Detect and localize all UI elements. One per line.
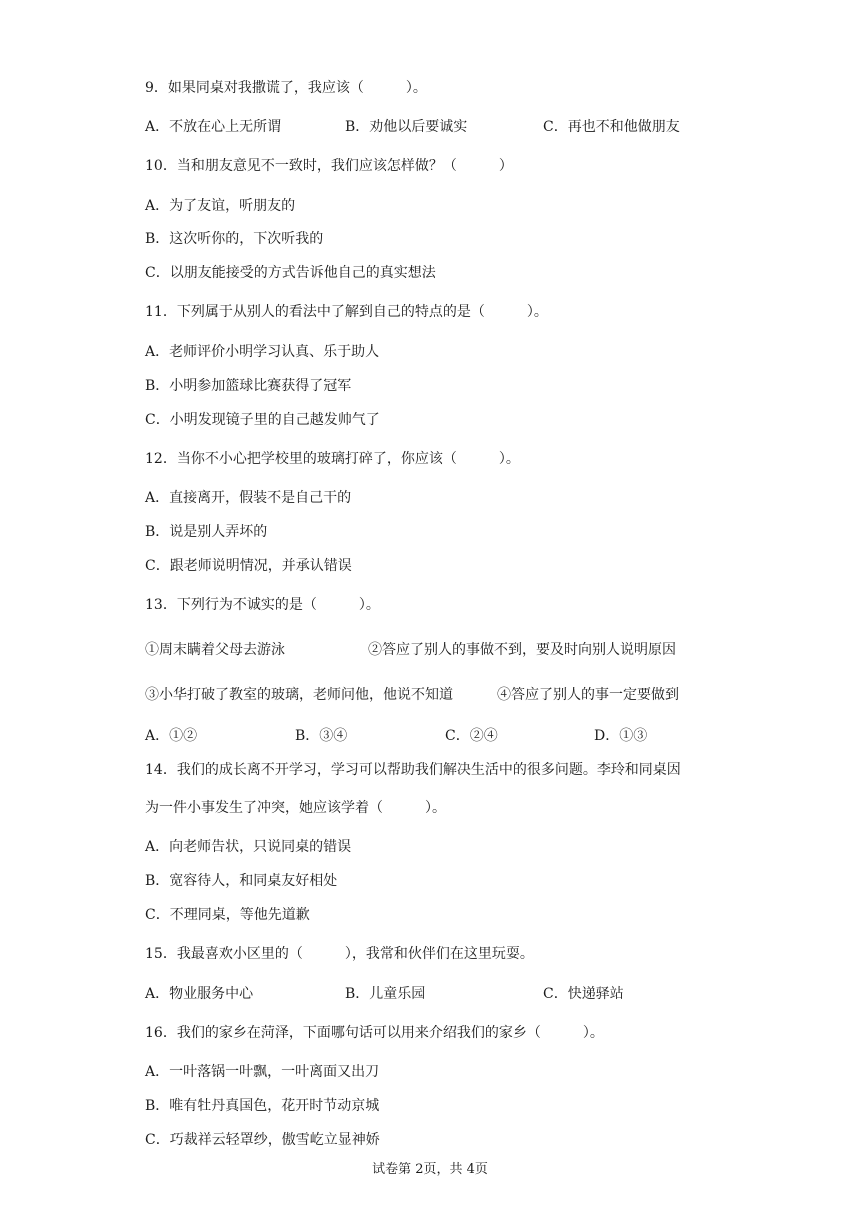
- question-14-stem-line-1: 14．我们的成长离不开学习，学习可以帮助我们解决生活中的很多问题。李玲和同桌因: [145, 762, 681, 778]
- question-9-option-b: B．劝他以后要诚实: [345, 119, 468, 135]
- question-11-option-a: A．老师评价小明学习认真、乐于助人: [145, 344, 380, 360]
- question-12-option-c: C．跟老师说明情况，并承认错误: [145, 558, 352, 574]
- question-11-option-c: C．小明发现镜子里的自己越发帅气了: [145, 412, 380, 428]
- question-14-stem-line-2: 为一件小事发生了冲突，她应该学着（ ）。: [145, 800, 446, 816]
- question-15-stem: 15．我最喜欢小区里的（ ），我常和伙伴们在这里玩耍。: [145, 946, 534, 962]
- question-12-stem: 12．当你不小心把学校里的玻璃打碎了，你应该（ ）。: [145, 451, 520, 467]
- question-13-item-2: ②答应了别人的事做不到，要及时向别人说明原因: [368, 642, 676, 658]
- question-16-option-b: B．唯有牡丹真国色，花开时节动京城: [145, 1098, 380, 1114]
- question-15-option-a: A．物业服务中心: [145, 986, 254, 1002]
- question-13-item-1: ①周末瞒着父母去游泳: [145, 642, 285, 658]
- question-15-option-b: B．儿童乐园: [345, 986, 426, 1002]
- question-14-option-a: A．向老师告状，只说同桌的错误: [145, 839, 352, 855]
- question-10-option-b: B．这次听你的，下次听我的: [145, 231, 324, 247]
- question-9-option-c: C．再也不和他做朋友: [543, 119, 680, 135]
- question-13-option-b: B．③④: [295, 728, 348, 744]
- question-13-option-a: A．①②: [145, 728, 198, 744]
- question-11-stem: 11．下列属于从别人的看法中了解到自己的特点的是（ ）。: [145, 304, 548, 320]
- question-14-option-b: B．宽容待人，和同桌友好相处: [145, 873, 338, 889]
- question-13-stem: 13．下列行为不诚实的是（ ）。: [145, 597, 380, 613]
- question-14-option-c: C．不理同桌，等他先道歉: [145, 907, 310, 923]
- page-footer: 试卷第 2页，共 4页: [372, 1162, 488, 1177]
- question-13-item-4: ④答应了别人的事一定要做到: [497, 687, 679, 703]
- question-13-option-c: C．②④: [445, 728, 498, 744]
- question-16-option-c: C．巧裁祥云轻罩纱，傲雪屹立显神娇: [145, 1132, 380, 1148]
- question-9-stem: 9．如果同桌对我撒谎了，我应该（ ）。: [145, 80, 427, 96]
- question-10-option-a: A．为了友谊，听朋友的: [145, 198, 296, 214]
- question-10-option-c: C．以朋友能接受的方式告诉他自己的真实想法: [145, 265, 436, 281]
- question-11-option-b: B．小明参加篮球比赛获得了冠军: [145, 378, 352, 394]
- question-12-option-a: A．直接离开，假装不是自己干的: [145, 490, 352, 506]
- question-13-option-d: D．①③: [594, 728, 648, 744]
- question-9-option-a: A．不放在心上无所谓: [145, 119, 282, 135]
- question-13-item-3: ③小华打破了教室的玻璃，老师问他，他说不知道: [145, 687, 453, 703]
- question-16-stem: 16．我们的家乡在菏泽，下面哪句话可以用来介绍我们的家乡（ ）。: [145, 1025, 604, 1041]
- question-10-stem: 10．当和朋友意见不一致时，我们应该怎样做？（ ）: [145, 158, 513, 174]
- question-16-option-a: A．一叶落锅一叶飘，一叶离面又出刀: [145, 1064, 380, 1080]
- question-15-option-c: C．快递驿站: [543, 986, 624, 1002]
- question-12-option-b: B．说是别人弄坏的: [145, 524, 268, 540]
